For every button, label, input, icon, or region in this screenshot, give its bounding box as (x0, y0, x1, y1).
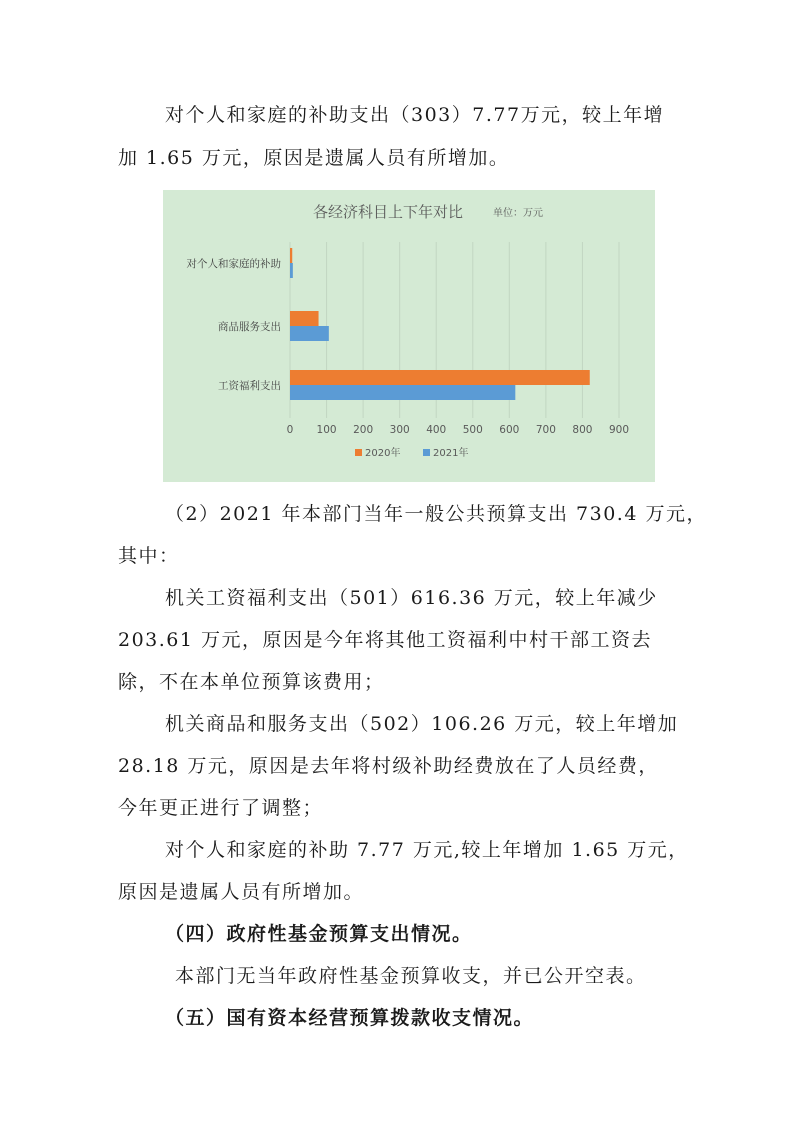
category-label: 商品服务支出 (218, 321, 281, 333)
bar-2020年 (290, 311, 319, 326)
paragraph-line: 本部门无当年政府性基金预算收支，并已公开空表。 (175, 965, 647, 987)
bar-2021年 (290, 385, 515, 400)
x-tick-label: 600 (499, 424, 520, 436)
category-label: 工资福利支出 (218, 380, 281, 392)
x-tick-label: 300 (389, 424, 410, 436)
paragraph-line: 对个人和家庭的补助 7.77 万元,较上年增加 1.65 万元， (165, 839, 689, 861)
bar-chart (163, 190, 655, 482)
paragraph-line: 原因是遗属人员有所增加。 (118, 881, 365, 903)
bar-2020年 (290, 248, 292, 263)
chart-subtitle: 单位：万元 (493, 208, 543, 219)
chart-title: 各经济科目上下年对比 (313, 203, 464, 221)
paragraph-line: 其中： (118, 545, 180, 567)
bar-2020年 (290, 370, 590, 385)
legend-label: 2020年 (365, 448, 401, 459)
paragraph-line: 28.18 万元，原因是去年将村级补助经费放在了人员经费， (118, 755, 659, 777)
paragraph-line: 对个人和家庭的补助支出（303）7.77万元，较上年增 (165, 104, 665, 126)
legend-label: 2021年 (433, 448, 469, 459)
x-tick-label: 100 (316, 424, 337, 436)
paragraph-line: 机关工资福利支出（501）616.36 万元，较上年减少 (165, 587, 658, 609)
paragraph-line: 机关商品和服务支出（502）106.26 万元，较上年增加 (165, 713, 679, 735)
x-tick-label: 500 (462, 424, 483, 436)
legend-swatch (355, 449, 362, 456)
x-tick-label: 400 (426, 424, 447, 436)
paragraph-line: 今年更正进行了调整； (118, 797, 324, 819)
section-heading: （五）国有资本经营预算拨款收支情况。 (165, 1007, 535, 1029)
legend-swatch (423, 449, 430, 456)
x-tick-label: 0 (286, 424, 294, 436)
paragraph-line: 203.61 万元，原因是今年将其他工资福利中村干部工资去 (118, 629, 653, 651)
category-label: 对个人和家庭的补助 (186, 258, 281, 270)
paragraph-line: （2）2021 年本部门当年一般公共预算支出 730.4 万元， (165, 503, 707, 525)
bar-2021年 (290, 326, 329, 341)
x-tick-label: 900 (608, 424, 630, 436)
paragraph-line: 除，不在本单位预算该费用； (118, 671, 385, 693)
bar-2021年 (290, 263, 293, 278)
x-tick-label: 700 (535, 424, 556, 436)
paragraph-line: 加 1.65 万元，原因是遗属人员有所增加。 (118, 147, 510, 169)
section-heading: （四）政府性基金预算支出情况。 (165, 923, 473, 945)
x-tick-label: 800 (572, 424, 593, 436)
x-tick-label: 200 (353, 424, 374, 436)
